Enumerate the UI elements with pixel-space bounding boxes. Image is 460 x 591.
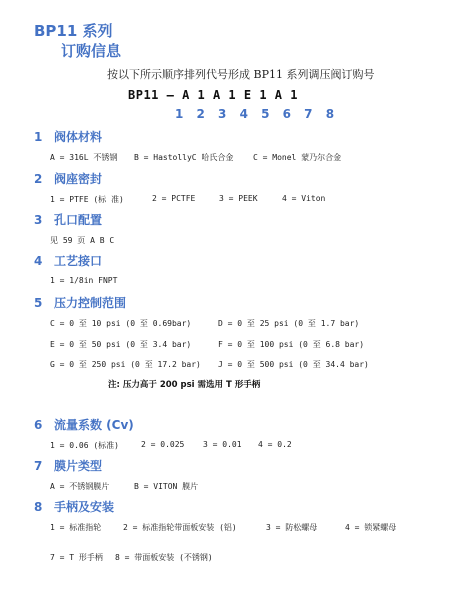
option-text: 3 = 防松螺母 (266, 523, 318, 532)
option-text: 4 = Viton (282, 194, 326, 203)
page-subtitle: 订购信息 (61, 42, 122, 60)
option-text: 2 = 0.025 (141, 440, 185, 449)
option-text: 2 = PCTFE (152, 194, 196, 203)
section-title: 工艺接口 (54, 254, 103, 268)
option-text: 1 = PTFE (标 准) (50, 195, 124, 204)
option-text: J = 0 至 500 psi (0 至 34.4 bar) (218, 360, 369, 369)
section-number: 5 (34, 296, 43, 310)
option-text: 2 = 标准指轮带面板安装 (铝) (123, 523, 237, 532)
section-heading-port-config (34, 211, 102, 228)
option-text: 1 = 标准指轮 (50, 523, 102, 532)
option-text: C = 0 至 10 psi (0 至 0.69bar) (50, 319, 192, 328)
section-heading-flow-coefficient (34, 416, 134, 433)
option-text: 3 = 0.01 (203, 440, 242, 449)
intro-text: 按以下所示顺序排列代号形成 BP11 系列调压阀订购号 (107, 68, 375, 81)
option-text: 见 59 页 A B C (50, 236, 115, 245)
section-title: 压力控制范围 (54, 296, 127, 310)
example-order-code: BP11 — A 1 A 1 E 1 A 1 (128, 88, 298, 102)
option-text: E = 0 至 50 psi (0 至 3.4 bar) (50, 340, 192, 349)
option-text: A = 不锈钢膜片 (50, 482, 110, 491)
option-text: A = 316L 不锈钢 (50, 153, 118, 162)
section-heading-handle-mounting (34, 498, 114, 515)
section-number: 7 (34, 459, 43, 473)
option-text: 3 = PEEK (219, 194, 258, 203)
section-number: 8 (34, 500, 43, 514)
option-text: 4 = 0.2 (258, 440, 292, 449)
section-heading-diaphragm-type (34, 457, 102, 474)
option-text: B = HastollyC 哈氏合金 (134, 153, 234, 162)
option-text: 1 = 1/8in FNPT (50, 276, 118, 285)
option-text: D = 0 至 25 psi (0 至 1.7 bar) (218, 319, 360, 328)
section-title: 流量系数 (Cv) (54, 418, 134, 432)
section-title: 孔口配置 (54, 213, 103, 227)
section-number: 6 (34, 418, 43, 432)
position-digits: 1 2 3 4 5 6 7 8 (175, 107, 339, 121)
section-heading-body-material (34, 128, 102, 145)
section-heading-pressure-range (34, 294, 126, 311)
section-title: 膜片类型 (54, 459, 103, 473)
section-number: 1 (34, 130, 43, 144)
option-text: G = 0 至 250 psi (0 至 17.2 bar) (50, 360, 201, 369)
option-text: F = 0 至 100 psi (0 至 6.8 bar) (218, 340, 365, 349)
option-text: 7 = T 形手柄 (50, 553, 103, 562)
option-text: B = VITON 膜片 (134, 482, 199, 491)
section-title: 手柄及安装 (54, 500, 115, 514)
pressure-note: 注: 压力高于 200 psi 需选用 T 形手柄 (108, 380, 261, 390)
section-title: 阀座密封 (54, 172, 103, 186)
option-text: 8 = 带面板安装 (不锈钢) (115, 553, 213, 562)
section-heading-process-connection (34, 252, 102, 269)
section-number: 3 (34, 213, 43, 227)
section-number: 4 (34, 254, 43, 268)
section-title: 阀体材料 (54, 130, 103, 144)
option-text: C = Monel 蒙乃尔合金 (253, 153, 342, 162)
option-text: 1 = 0.06 (标准) (50, 441, 119, 450)
section-number: 2 (34, 172, 43, 186)
section-heading-seat-seal (34, 170, 102, 187)
page-title: BP11 系列 (34, 22, 113, 40)
option-text: 4 = 锁紧螺母 (345, 523, 397, 532)
